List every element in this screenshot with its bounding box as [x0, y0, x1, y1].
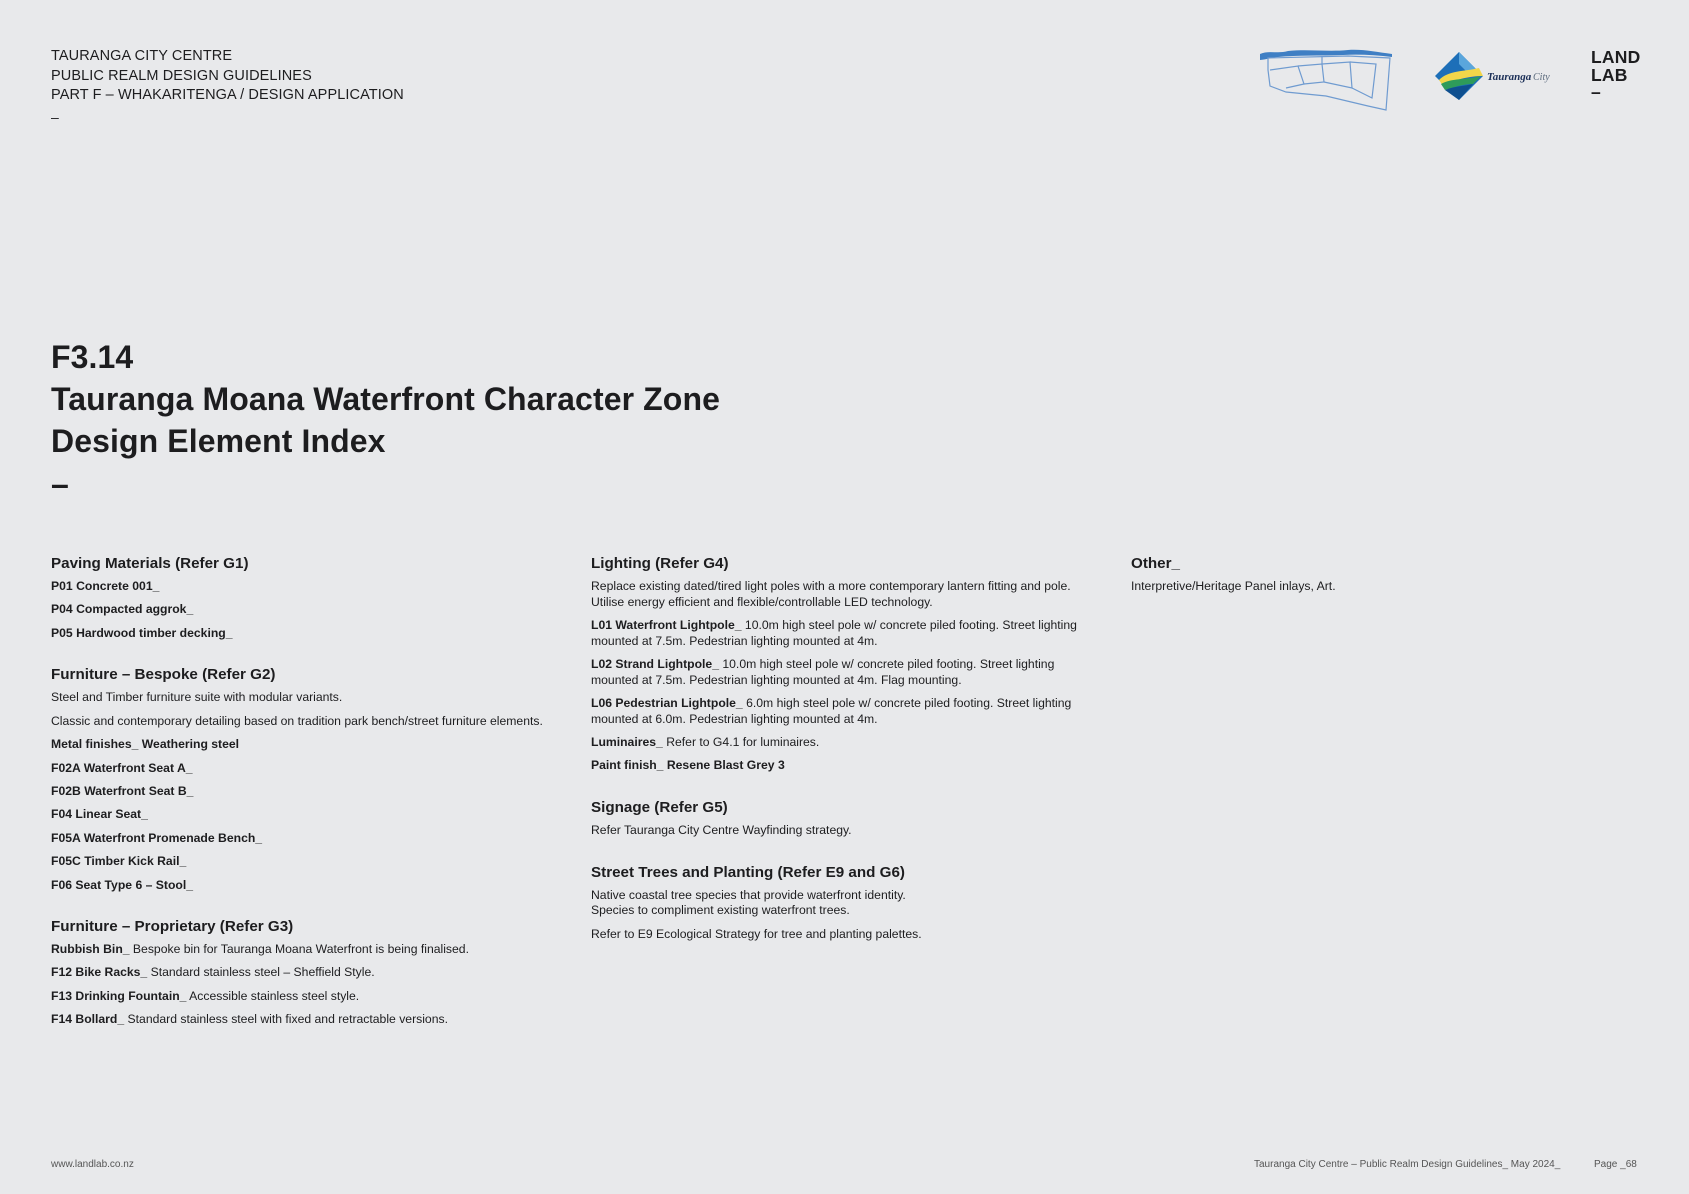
paving-item: P04 Compacted aggrok_ — [51, 602, 194, 617]
section-heading: Other_ — [1131, 555, 1180, 572]
section-text: Classic and contemporary detailing based on tradition park bench/street furniture elements. — [51, 713, 543, 728]
footer-document-title: Tauranga City Centre – Public Realm Design Guidelines_ May 2024_ — [1254, 1159, 1561, 1170]
item-text: 6.0m high steel pole w/ concrete piled footing. Street lighting mounted at 6.0m. Pedestrian lighting mounted at 4m. — [591, 695, 1072, 726]
item-text: 10.0m high steel pole w/ concrete piled footing. Street lighting mounted at 7.5m. Pedestrian lighting mounted at 4m. — [591, 617, 1077, 648]
item-label: L06 Pedestrian Lightpole_ — [591, 695, 743, 710]
furniture-item: F02B Waterfront Seat B_ — [51, 783, 194, 798]
lighting-item — [591, 758, 1101, 774]
item-label: Paint finish_ Resene Blast Grey 3 — [591, 758, 785, 773]
item-label: L01 Waterfront Lightpole_ — [591, 617, 742, 632]
section-text: Steel and Timber furniture suite with modular variants. — [51, 690, 343, 705]
lighting-item — [591, 696, 1101, 727]
column-2 — [591, 555, 1101, 967]
item-label: F14 Bollard_ — [51, 1012, 125, 1027]
item-label: Rubbish Bin_ — [51, 942, 130, 957]
brand-dash: – — [1591, 82, 1601, 102]
item-label: Luminaires_ — [591, 734, 663, 749]
section-heading: Paving Materials (Refer G1) — [51, 555, 249, 572]
header-line-1: TAURANGA CITY CENTRE — [51, 48, 233, 64]
landlab-brand — [1591, 49, 1640, 102]
furniture-item: F02A Waterfront Seat A_ — [51, 760, 193, 775]
item-label: F13 Drinking Fountain_ — [51, 988, 187, 1003]
item-text: Standard stainless steel with fixed and retractable versions. — [124, 1012, 448, 1027]
furniture-item: F05A Waterfront Promenade Bench_ — [51, 830, 263, 845]
proprietary-item — [51, 942, 551, 958]
item-text: Standard stainless steel – Sheffield Style. — [147, 965, 375, 980]
section-signage — [591, 799, 1101, 839]
furniture-item: Metal finishes_ Weathering steel — [51, 737, 240, 752]
furniture-item: F06 Seat Type 6 – Stool_ — [51, 877, 194, 892]
logo-suffix: City — [1533, 72, 1550, 83]
item-label: F12 Bike Racks_ — [51, 965, 148, 980]
section-furniture-bespoke — [51, 666, 551, 893]
section-heading: Furniture – Proprietary (Refer G3) — [51, 918, 294, 936]
proprietary-item — [51, 989, 551, 1005]
logo-text: Tauranga — [1487, 71, 1532, 83]
proprietary-item — [51, 965, 551, 981]
item-text: 10.0m high steel pole w/ concrete piled footing. Street lighting mounted at 7.5m. Pedestrian lighting mounted at 4m. Flag mounting. — [591, 656, 1055, 687]
item-text: Refer to G4.1 for luminaires. — [662, 734, 820, 749]
section-text: Interpretive/Heritage Panel inlays, Art. — [1131, 579, 1336, 593]
section-heading: Street Trees and Planting (Refer E9 and G6) — [591, 863, 905, 881]
header-line-3: PART F – WHAKARITENGA / DESIGN APPLICATION — [51, 87, 404, 103]
lighting-item — [591, 735, 1101, 751]
section-heading: Lighting (Refer G4) — [591, 555, 729, 572]
column-1 — [51, 555, 551, 1053]
title-line-1: Tauranga Moana Waterfront Character Zone — [51, 381, 720, 417]
document-header — [51, 47, 404, 126]
section-furniture-proprietary — [51, 918, 551, 1028]
lighting-item — [591, 657, 1101, 688]
item-text: Accessible stainless steel style. — [186, 988, 360, 1003]
page-title — [51, 336, 720, 506]
footer-page-number: Page _68 — [1594, 1159, 1637, 1170]
furniture-item: F05C Timber Kick Rail_ — [51, 854, 187, 869]
section-paving — [51, 555, 551, 641]
brand-line-1: LAND — [1591, 47, 1641, 67]
title-line-2: Design Element Index — [51, 423, 386, 459]
section-heading: Furniture – Bespoke (Refer G2) — [51, 666, 276, 684]
proprietary-item — [51, 1012, 551, 1028]
column-3 — [1131, 555, 1531, 620]
item-label: L02 Strand Lightpole_ — [591, 656, 719, 671]
text-line: Native coastal tree species that provide waterfront identity. — [591, 887, 906, 902]
lighting-item — [591, 618, 1101, 649]
furniture-item: F04 Linear Seat_ — [51, 807, 148, 822]
section-other — [1131, 555, 1531, 595]
brand-line-2: LAB — [1591, 64, 1628, 85]
paving-item: P01 Concrete 001_ — [51, 579, 160, 593]
section-text: Refer to E9 Ecological Strategy for tree and planting palettes. — [591, 926, 922, 941]
paving-item: P05 Hardwood timber decking_ — [51, 625, 233, 640]
title-dash: – — [51, 466, 69, 502]
zone-map-icon — [1258, 48, 1394, 112]
item-text: Bespoke bin for Tauranga Moana Waterfront is being finalised. — [129, 942, 469, 957]
section-text: Refer Tauranga City Centre Wayfinding strategy. — [591, 822, 852, 837]
section-street-trees — [591, 864, 1101, 943]
title-number: F3.14 — [51, 339, 134, 375]
text-line: Species to compliment existing waterfront trees. — [591, 903, 850, 918]
section-text: Replace existing dated/tired light poles with a more contemporary lantern fitting and pole. Utilise energy efficient and flexible/controllable LED technology. — [591, 579, 1071, 609]
section-text — [591, 888, 1101, 919]
section-heading: Signage (Refer G5) — [591, 798, 728, 816]
footer-website: www.landlab.co.nz — [51, 1159, 134, 1170]
header-line-2: PUBLIC REALM DESIGN GUIDELINES — [51, 67, 312, 84]
header-dash: – — [51, 108, 59, 125]
section-lighting — [591, 555, 1101, 774]
tauranga-city-logo — [1433, 50, 1557, 106]
